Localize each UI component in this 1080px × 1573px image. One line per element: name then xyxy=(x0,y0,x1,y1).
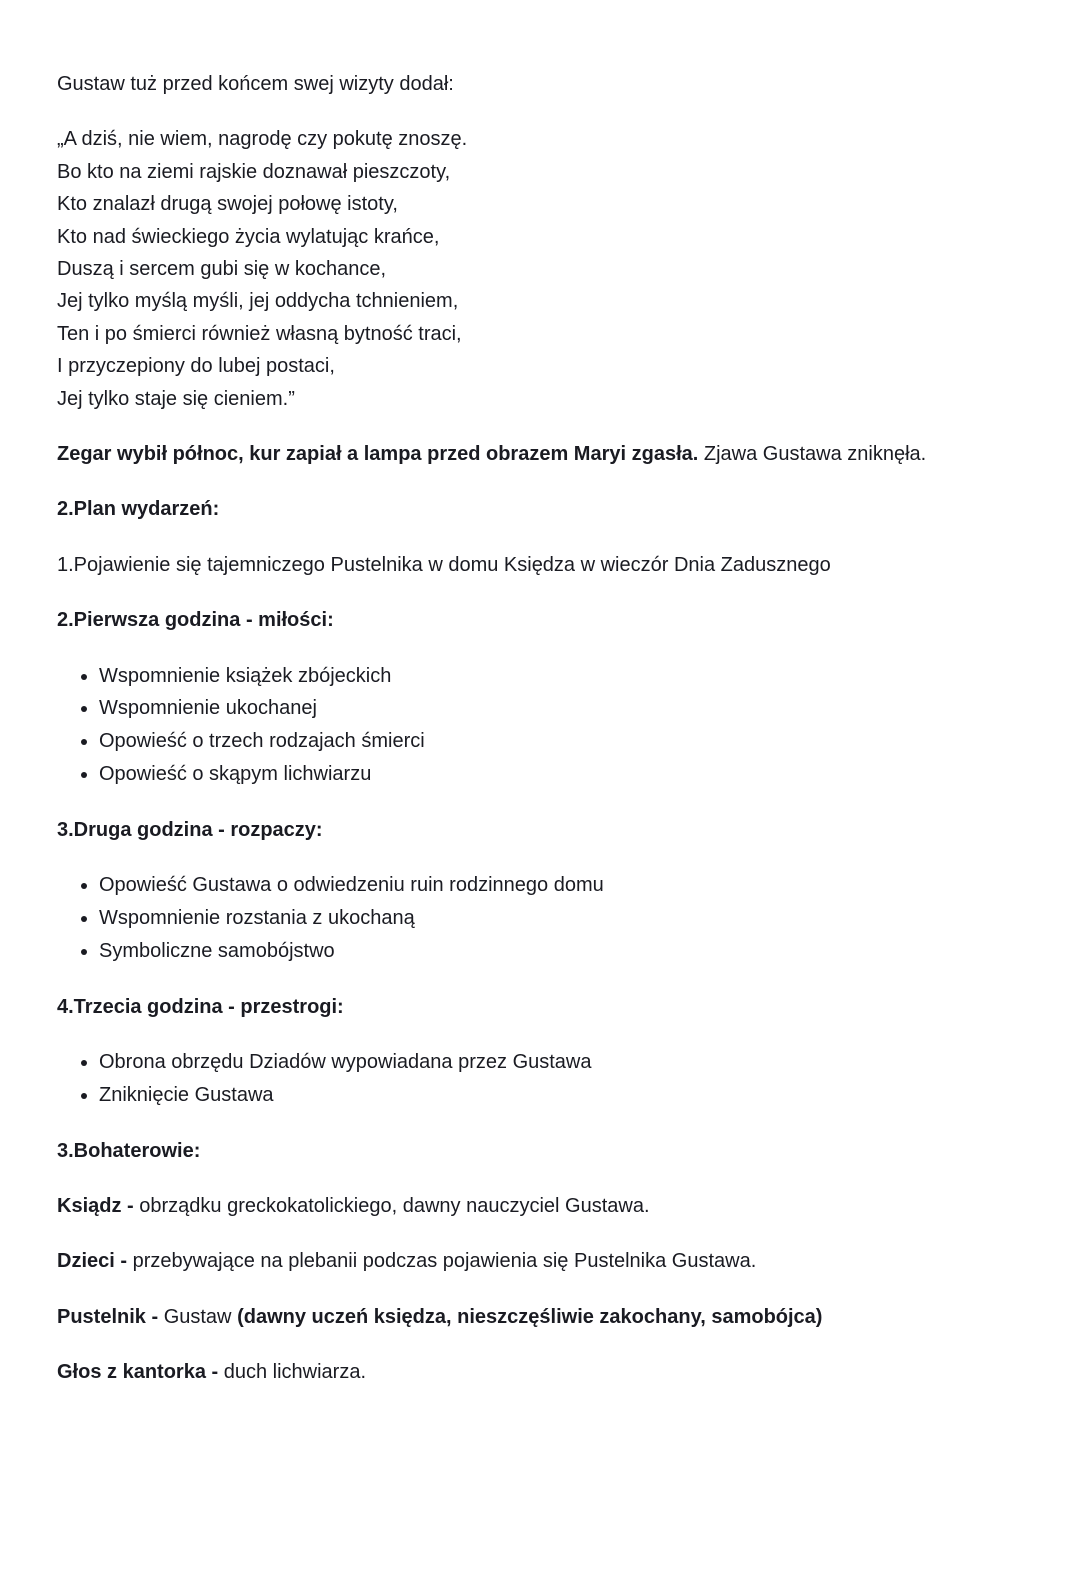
poem-line: I przyczepiony do lubej postaci, xyxy=(57,355,335,378)
character-description: obrządku greckokatolickiego, dawny nauczyciel Gustawa. xyxy=(133,1195,650,1218)
character-name: Dzieci - xyxy=(57,1250,128,1273)
intro-paragraph: Gustaw tuż przed końcem swej wizyty dodał: xyxy=(57,73,454,95)
poem-line: Duszą i sercem gubi się w kochance, xyxy=(57,258,387,281)
third-hour-list xyxy=(57,1046,1023,1112)
poem-line: Jej tylko myślą myśli, jej oddycha tchnieniem, xyxy=(57,290,459,313)
character-name: Ksiądz - xyxy=(57,1195,134,1218)
poem-line: Kto znalazł drugą swojej połowę istoty, xyxy=(57,193,398,216)
character-entry-dzieci xyxy=(57,1245,1023,1277)
list-item: • Wspomnienie rozstania z ukochaną xyxy=(99,902,1023,935)
poem-line: Kto nad świeckiego życia wylatując krańce, xyxy=(57,225,440,248)
character-description-bold: (dawny uczeń księdza, nieszczęśliwie zakochany, samobójca) xyxy=(237,1305,823,1328)
section-heading-first-hour: 2.Pierwsza godzina - miłości: xyxy=(57,609,334,632)
list-item: • Wspomnienie książek zbójeckich xyxy=(99,660,1023,693)
midnight-bold-text: Zegar wybił północ, kur zapiał a lampa przed obrazem Maryi zgasła. xyxy=(57,443,699,466)
midnight-normal-text: Zjawa Gustawa zniknęła. xyxy=(698,443,927,466)
first-hour-list xyxy=(57,660,1023,791)
character-description: Gustaw xyxy=(158,1305,238,1328)
section-heading-third-hour: 4.Trzecia godzina - przestrogi: xyxy=(57,995,344,1018)
second-hour-list xyxy=(57,869,1023,967)
plan-item-paragraph: 1.Pojawienie się tajemniczego Pustelnika w domu Księdza w wieczór Dnia Zadusznego xyxy=(57,553,831,576)
list-item: • Symboliczne samobójstwo xyxy=(99,935,1023,968)
midnight-paragraph xyxy=(57,438,1023,470)
list-item: • Opowieść Gustawa o odwiedzeniu ruin rodzinnego domu xyxy=(99,869,1023,902)
poem-line: „A dziś, nie wiem, nagrodę czy pokutę znoszę. xyxy=(57,128,468,151)
character-entry-glos xyxy=(57,1356,1023,1388)
character-entry-ksiadz xyxy=(57,1190,1023,1222)
list-item: • Opowieść o trzech rodzajach śmierci xyxy=(99,725,1023,758)
list-item: • Wspomnienie ukochanej xyxy=(99,692,1023,725)
character-name: Głos z kantorka - xyxy=(57,1361,219,1384)
list-item: • Obrona obrzędu Dziadów wypowiadana przez Gustawa xyxy=(99,1046,1023,1079)
character-entry-pustelnik xyxy=(57,1301,1023,1333)
poem-line: Jej tylko staje się cieniem.” xyxy=(57,387,295,410)
character-description: duch lichwiarza. xyxy=(218,1361,366,1384)
section-heading-second-hour: 3.Druga godzina - rozpaczy: xyxy=(57,818,323,841)
poem-block xyxy=(57,123,1023,415)
character-name: Pustelnik - xyxy=(57,1305,159,1328)
section-heading-characters: 3.Bohaterowie: xyxy=(57,1139,201,1162)
character-description: przebywające na plebanii podczas pojawienia się Pustelnika Gustawa. xyxy=(127,1250,757,1273)
list-item: • Opowieść o skąpym lichwiarzu xyxy=(99,758,1023,791)
section-heading-plan: 2.Plan wydarzeń: xyxy=(57,498,220,521)
list-item: • Zniknięcie Gustawa xyxy=(99,1079,1023,1112)
poem-line: Ten i po śmierci również własną bytność traci, xyxy=(57,322,462,345)
poem-line: Bo kto na ziemi rajskie doznawał pieszczoty, xyxy=(57,160,451,183)
